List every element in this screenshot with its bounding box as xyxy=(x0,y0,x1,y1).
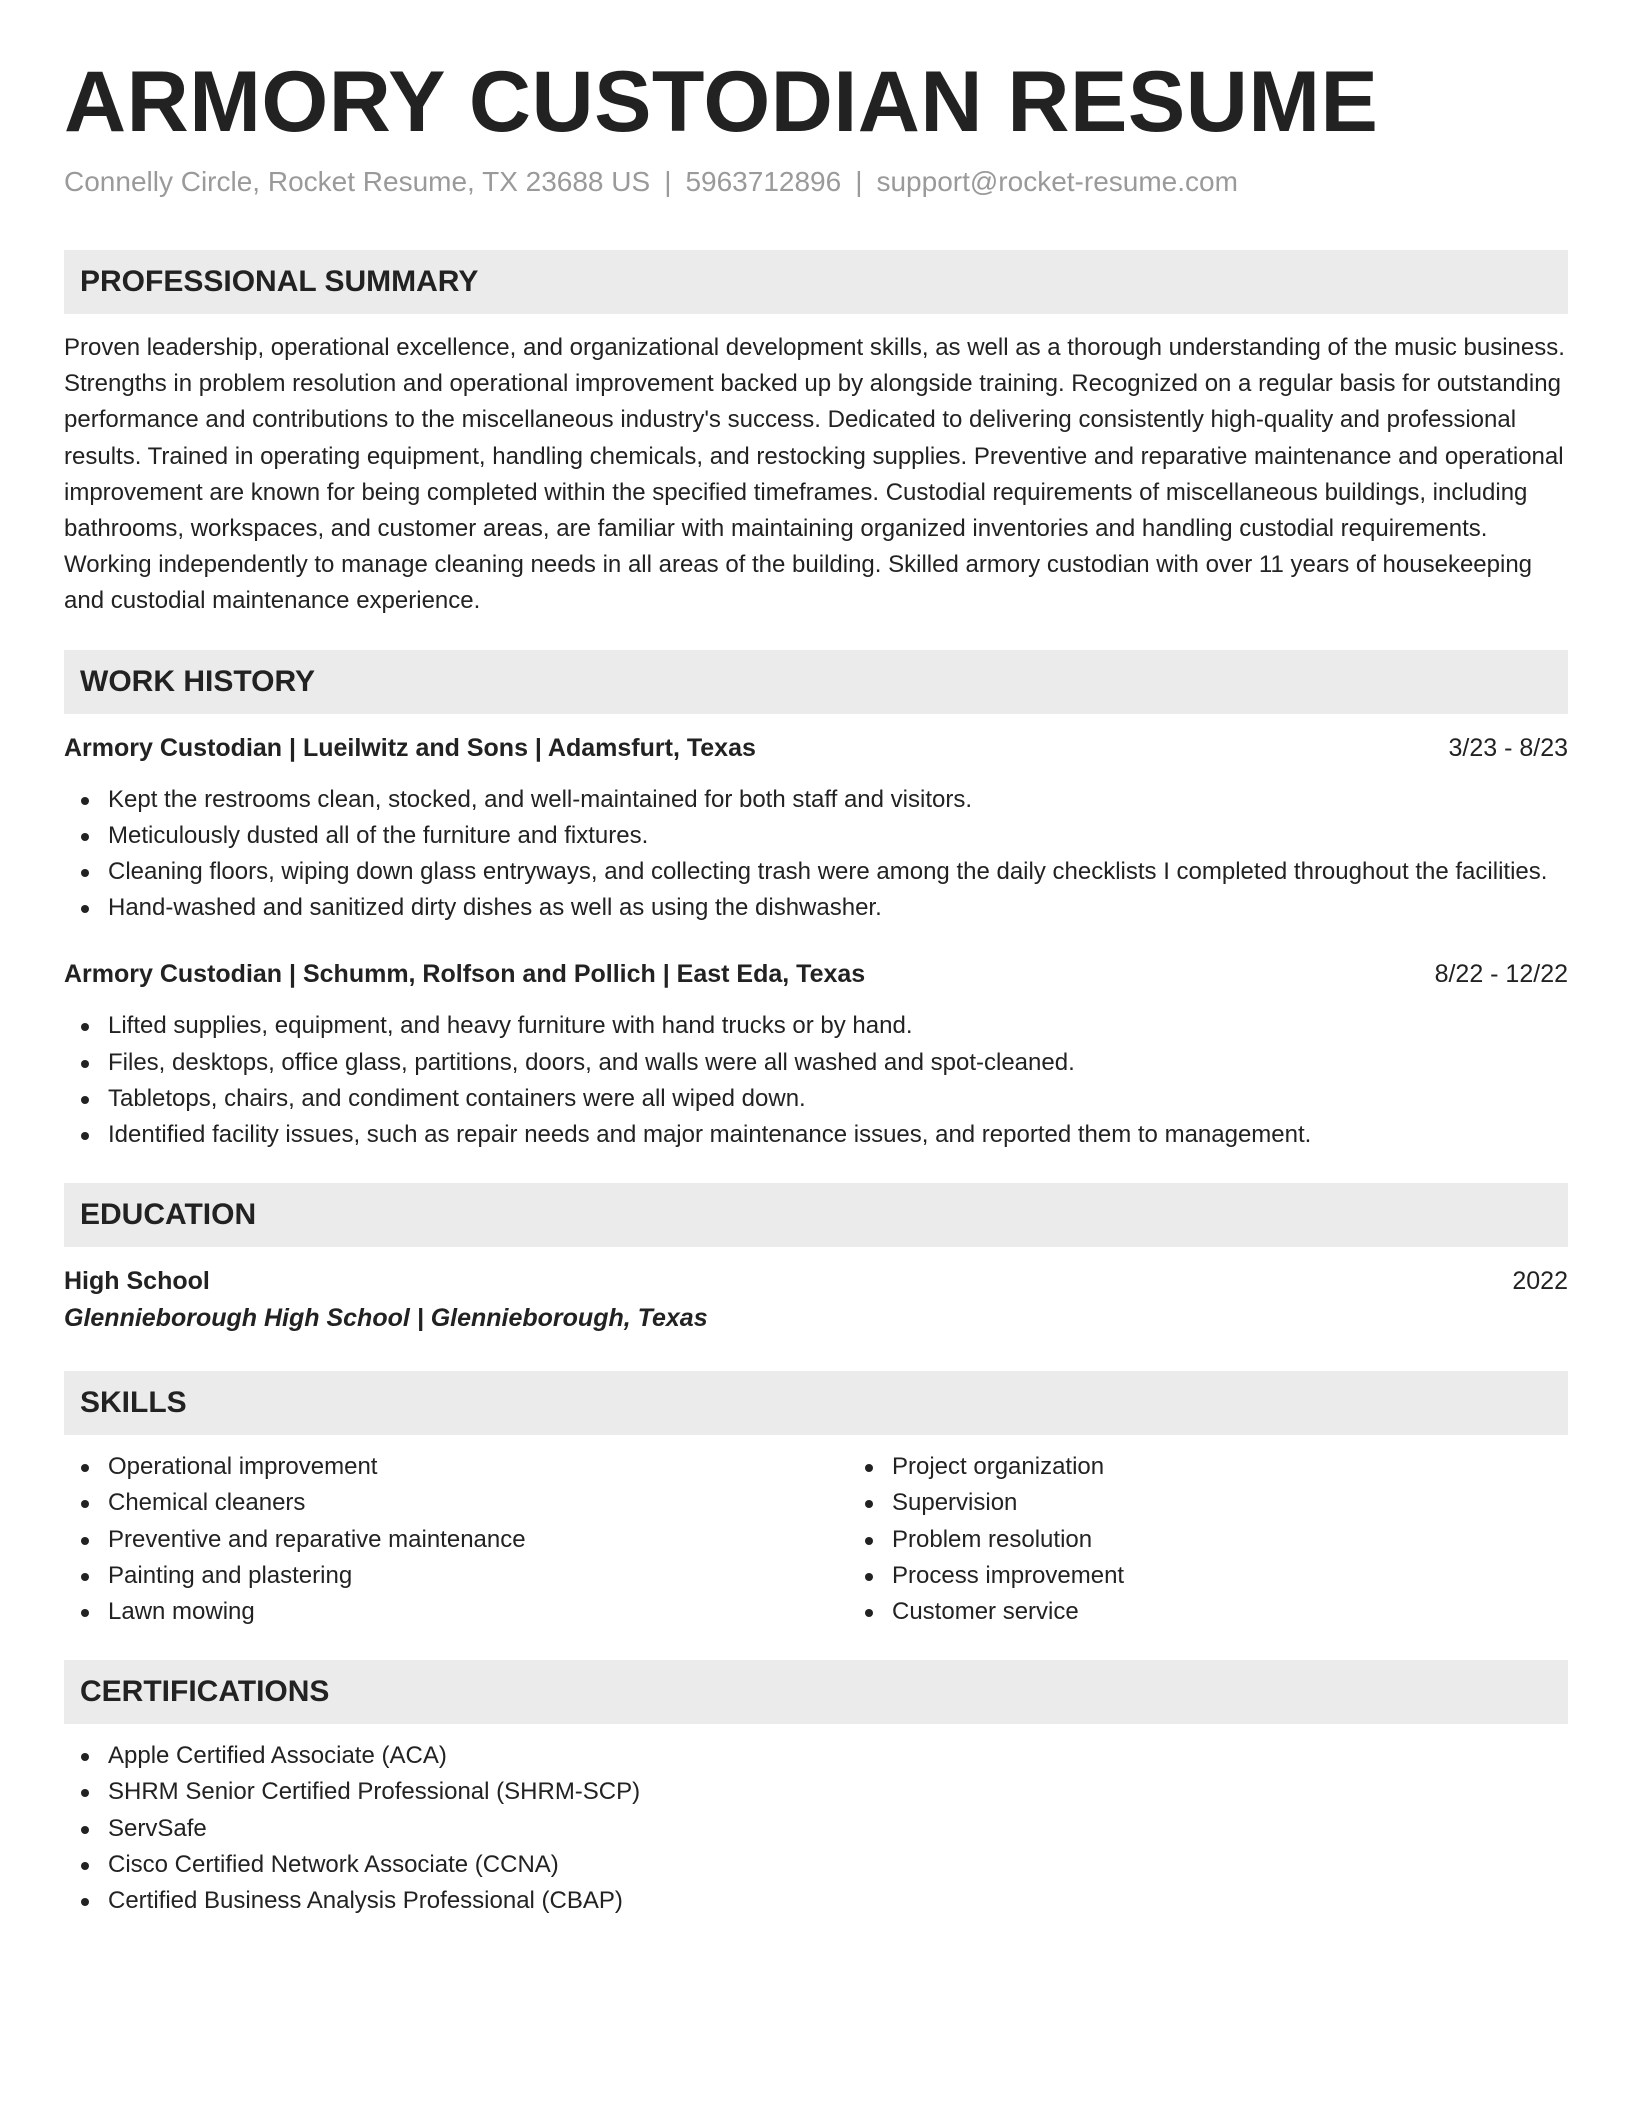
contact-separator: | xyxy=(855,166,863,197)
summary-heading: PROFESSIONAL SUMMARY xyxy=(64,250,1568,314)
skills-grid xyxy=(64,1449,1568,1630)
list-item: Identified facility issues, such as repair needs and major maintenance issues, and reported them to management. xyxy=(108,1117,1568,1153)
job-title: Armory Custodian | Lueilwitz and Sons | Adamsfurt, Texas xyxy=(64,733,756,762)
list-item: Problem resolution xyxy=(892,1522,1124,1558)
education-degree: High School xyxy=(64,1267,210,1296)
education-year: 2022 xyxy=(1512,1267,1568,1296)
list-item: ServSafe xyxy=(108,1811,1568,1847)
skills-heading: SKILLS xyxy=(64,1371,1568,1435)
list-item: Customer service xyxy=(892,1594,1124,1630)
summary-text: Proven leadership, operational excellence, and organizational development skills, as well as a thorough understanding of the music business. Strengths in problem resolution and operational improvement backed up by alongside training. Recognized on a regular basis for outstanding performance and contributions to the miscellaneous industry's success. Dedicated to delivering consistently high-quality and professional results. Trained in operating equipment, handling chemicals, and restocking supplies. Preventive and reparative maintenance and operational improvement are known for being completed within the specified timeframes. Custodial requirements of miscellaneous buildings, including bathrooms, workspaces, and customer areas, are familiar with maintaining organized inventories and handling custodial requirements. Working independently to manage cleaning needs in all areas of the building. Skilled armory custodian with over 11 years of housekeeping and custodial maintenance experience. xyxy=(64,334,1565,615)
job-entry xyxy=(64,956,1568,1153)
work-history-heading: WORK HISTORY xyxy=(64,650,1568,714)
contact-line xyxy=(64,164,1568,200)
job-dates: 3/23 - 8/23 xyxy=(1448,733,1568,762)
education-entry xyxy=(64,1263,1568,1337)
education-school: Glennieborough High School | Glennieborough, Texas xyxy=(64,1304,708,1333)
certifications-section xyxy=(64,1660,1568,1919)
job-bullets xyxy=(64,782,1568,927)
list-item: Lawn mowing xyxy=(108,1594,848,1630)
certifications-heading: CERTIFICATIONS xyxy=(64,1660,1568,1724)
contact-separator: | xyxy=(664,166,672,197)
skills-section xyxy=(64,1371,1568,1630)
list-item: Operational improvement xyxy=(108,1449,848,1485)
education-header xyxy=(64,1263,1568,1299)
list-item: Process improvement xyxy=(892,1558,1124,1594)
skills-list-right xyxy=(848,1449,1124,1630)
job-bullets xyxy=(64,1008,1568,1153)
education-section xyxy=(64,1183,1568,1337)
contact-phone: 5963712896 xyxy=(685,166,842,197)
list-item: Lifted supplies, equipment, and heavy furniture with hand trucks or by hand. xyxy=(108,1008,1568,1044)
job-header xyxy=(64,730,1568,766)
list-item: Project organization xyxy=(892,1449,1124,1485)
list-item: Meticulously dusted all of the furniture and fixtures. xyxy=(108,818,1568,854)
job-title: Armory Custodian | Schumm, Rolfson and Pollich | East Eda, Texas xyxy=(64,960,866,989)
list-item: Tabletops, chairs, and condiment containers were all wiped down. xyxy=(108,1081,1568,1117)
work-history-section xyxy=(64,650,1568,1154)
list-item: Cleaning floors, wiping down glass entryways, and collecting trash were among the daily checklists I completed throughout the facilities. xyxy=(108,854,1568,890)
job-entry xyxy=(64,730,1568,927)
list-item: Painting and plastering xyxy=(108,1558,848,1594)
list-item: Hand-washed and sanitized dirty dishes as well as using the dishwasher. xyxy=(108,890,1568,926)
skills-list-left xyxy=(64,1449,848,1630)
list-item: Chemical cleaners xyxy=(108,1485,848,1521)
list-item: Kept the restrooms clean, stocked, and well-maintained for both staff and visitors. xyxy=(108,782,1568,818)
job-dates: 8/22 - 12/22 xyxy=(1434,960,1568,989)
contact-email: support@rocket-resume.com xyxy=(876,166,1238,197)
summary-section xyxy=(64,250,1568,620)
list-item: SHRM Senior Certified Professional (SHRM-SCP) xyxy=(108,1774,1568,1810)
contact-address: Connelly Circle, Rocket Resume, TX 23688 US xyxy=(64,166,651,197)
certifications-list xyxy=(64,1738,1568,1919)
resume-title: ARMORY CUSTODIAN RESUME xyxy=(64,54,1379,150)
list-item: Apple Certified Associate (ACA) xyxy=(108,1738,1568,1774)
list-item: Cisco Certified Network Associate (CCNA) xyxy=(108,1847,1568,1883)
list-item: Files, desktops, office glass, partitions, doors, and walls were all washed and spot-cleaned. xyxy=(108,1045,1568,1081)
list-item: Preventive and reparative maintenance xyxy=(108,1522,848,1558)
list-item: Supervision xyxy=(892,1485,1124,1521)
education-heading: EDUCATION xyxy=(64,1183,1568,1247)
list-item: Certified Business Analysis Professional (CBAP) xyxy=(108,1883,1568,1919)
job-header xyxy=(64,956,1568,992)
